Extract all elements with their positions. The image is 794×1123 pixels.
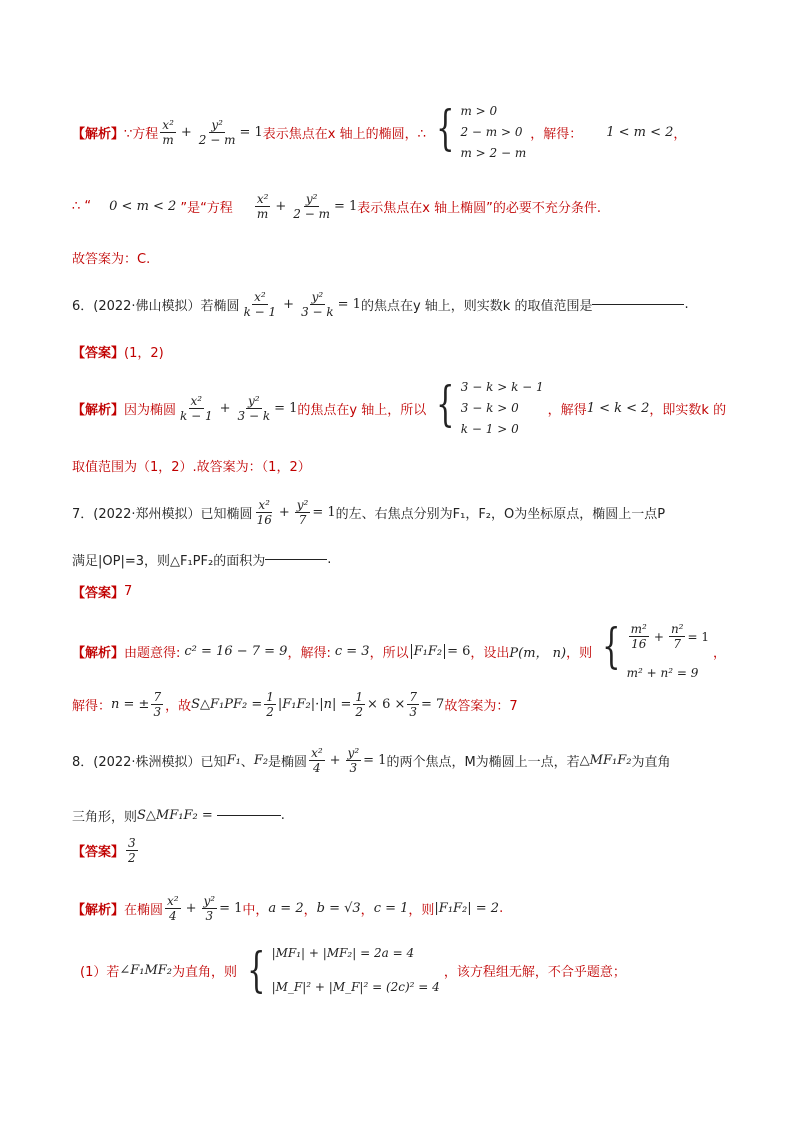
solution-8-case-1: [80, 942, 626, 998]
math-expr: = 6: [447, 643, 471, 659]
text: 解得：: [72, 699, 112, 714]
solution-tag: 【解析】: [72, 903, 125, 918]
answer-tag: 【答案】: [72, 586, 125, 601]
fraction: $\frac{\text{x²}}{m}$: [162, 117, 174, 147]
solution-7-line-2: [72, 690, 518, 719]
text: ，设出: [470, 645, 510, 661]
equation-rhs: = 1: [334, 199, 358, 214]
text: ，: [713, 645, 727, 661]
answer-tag: 【答案】: [72, 845, 125, 860]
math-abs: F₁F₂: [411, 644, 445, 659]
math-expr: n = ±: [111, 697, 150, 712]
plus-sign: +: [180, 124, 192, 140]
text: 表示焦点在x 轴上椭圆”的必要不充分条件.: [357, 201, 601, 216]
fraction: $\frac{3}{2}$: [128, 836, 136, 865]
question-text: 7．(2022·郑州模拟）已知椭圆: [72, 507, 253, 522]
question-text: 的两个焦点，M为椭圆上一点，若: [386, 755, 580, 770]
text: ，即实数k 的: [649, 402, 727, 418]
equation-system: { |MF₁| + |MF₂| = 2a = 4 |M_F|² + |M_F|² = (2c)² = 4: [247, 942, 440, 998]
equation-rhs: = 1: [337, 297, 361, 312]
fraction: $\frac{\text{y²}}{2 - m}$: [198, 117, 236, 147]
question-text: 三角形，则: [72, 810, 138, 825]
math-point: P(m， n): [509, 645, 567, 661]
solution-6-line-2: 取值范围为（1，2）.故答案为：（1，2）: [72, 460, 311, 475]
text: 故答案为：7: [444, 699, 518, 714]
fraction: $\frac{\text{y²}}{3 - k}$: [237, 393, 271, 423]
math-inequality: 0 < m < 2: [109, 199, 177, 214]
text: ∴ “: [72, 199, 92, 214]
text: 因为椭圆: [124, 402, 177, 418]
answer-8: [72, 836, 140, 865]
text: ”是“方程: [180, 201, 233, 216]
math-expr: |F₁F₂| = 2: [434, 901, 500, 916]
fraction: $\frac{\text{y²}}{7}$: [296, 498, 309, 527]
question-7-line-2: [72, 550, 331, 569]
fraction: $\frac{\text{y²}}{2 - m}$: [293, 192, 330, 221]
text: ，故: [165, 699, 192, 714]
question-7: 7．(2022·郑州模拟）已知椭圆 $\frac{\text{x²}}{16}$ + $\frac{\text{y²}}{7}$ = 1 的左、右焦点分别为F₁，F₂，O为坐标原点，椭圆上一点P: [72, 498, 666, 527]
fraction: $\frac{\text{x²}}{16}$: [256, 498, 272, 527]
solution-tag: 【解析】: [72, 402, 125, 418]
text: 由题意得:: [124, 645, 181, 661]
fraction: $\frac{\text{x²}}{k - 1}$: [243, 290, 277, 319]
text: (1）若: [80, 964, 120, 980]
text: ，解得：: [530, 126, 583, 142]
text: ，: [360, 903, 374, 918]
fraction: $\frac{\text{x²}}{4}$: [167, 894, 179, 923]
math-angle: ∠F₁MF₂: [119, 962, 173, 978]
text: 、: [240, 755, 254, 770]
equation-rhs: = 1: [274, 400, 298, 416]
text: ，: [673, 126, 687, 142]
fraction: $\frac{\text{y²}}{3}$: [203, 894, 216, 923]
question-6: 6．(2022·佛山模拟）若椭圆 $\frac{\text{x²}}{k - 1}$ + $\frac{\text{y²}}{3 - k}$ = 1 的焦点在y 轴上，则实数k 的取值范围是 .: [72, 290, 689, 319]
text: ，所以: [369, 645, 409, 661]
math-expr: S△F₁PF₂ =: [191, 697, 263, 712]
answer-blank[interactable]: [265, 559, 327, 560]
text: .: [684, 297, 689, 312]
fraction: $\frac{\text{x²}}{m}$: [256, 192, 269, 221]
fraction: $\frac{\text{x²}}{k - 1}$: [180, 393, 213, 423]
equation-rhs: = 1: [239, 124, 263, 140]
equation-system: { $\frac{\text{m²}}{16}$ + $\frac{\text{n²}}{7}$ = 1 m² + n² = 9: [602, 618, 709, 680]
fraction: $\frac{1}{2}$: [266, 690, 274, 719]
text: ，则: [566, 645, 593, 661]
solution-5-line-2: ∴ “ 0 < m < 2 ”是“方程 $\frac{\text{x²}}{m}$ + $\frac{\text{y²}}{2 - m}$ = 1 表示焦点在x 轴上椭圆”的必要不充分条件.: [72, 192, 601, 221]
text: .: [327, 552, 332, 567]
math-expr: |F₁F₂|·|n| =: [277, 697, 352, 712]
question-text: 为直角: [631, 755, 671, 770]
fraction: $\frac{\text{x²}}{4}$: [311, 746, 323, 775]
equation-rhs: = 1: [363, 753, 387, 768]
solution-tag: 【解析】: [72, 126, 125, 142]
answer-7: [72, 582, 132, 601]
text: ，则: [408, 903, 435, 918]
text: ，该方程组无解，不合乎题意；: [443, 964, 626, 980]
math-expr: c = 3: [334, 643, 370, 659]
fraction: $\frac{1}{2}$: [355, 690, 364, 719]
answer-tag: 【答案】: [72, 346, 125, 361]
math-result: 1 < k < 2: [586, 400, 650, 416]
solution-tag: 【解析】: [72, 645, 125, 661]
math-expr: a = 2: [268, 901, 304, 916]
text: ∵方程: [124, 126, 159, 142]
question-text: 6．(2022·佛山模拟）若椭圆: [72, 299, 240, 314]
math-symbol: F₂: [253, 753, 269, 768]
math-symbol: F₁: [226, 753, 241, 768]
solution-8: 【解析】 在椭圆 $\frac{\text{x²}}{4}$ + $\frac{\text{y²}}{3}$ = 1 中， a = 2 ， b = √3 ， c = 1 ，则 |F₁F₂| = 2 .: [72, 894, 504, 923]
solution-7: [72, 618, 727, 680]
math-expr: c = 1: [373, 901, 409, 916]
question-text: 是椭圆: [268, 755, 308, 770]
equation-rhs: = 1: [219, 901, 243, 916]
solution-5-line-1: [72, 100, 687, 160]
text: 在椭圆: [124, 903, 164, 918]
question-8-line-2: [72, 806, 285, 825]
question-8: 8．(2022·株洲模拟）已知 F₁ 、 F₂ 是椭圆 $\frac{\text{x²}}{4}$ + $\frac{\text{y²}}{3}$ = 1 的两个焦点，M为椭圆上一点，若 △MF₁F₂ 为直角: [72, 746, 671, 775]
answer-blank[interactable]: [592, 304, 684, 305]
equation-rhs: = 1: [312, 505, 336, 520]
answer-value: 7: [124, 584, 133, 599]
math-expr: b = √3: [316, 901, 361, 916]
answer-blank[interactable]: [217, 815, 281, 816]
math-expr: × 6 ×: [367, 697, 406, 712]
answer-value: (1，2): [124, 346, 164, 361]
math-expr: = 7: [421, 697, 445, 712]
math-symbol: △MF₁F₂: [579, 753, 632, 768]
text: 的焦点在y 轴上，所以: [297, 402, 427, 418]
fraction: $\frac{7}{3}$: [409, 690, 418, 719]
solution-6: 【解析】 因为椭圆 $\frac{\text{x²}}{k - 1}$ + $\frac{\text{y²}}{3 - k}$ = 1 的焦点在y 轴上，所以 { 3 − k > k − 1 3 − k > 0 k − 1 > 0 ，解得 1 < k < 2 ，即实数k 的: [72, 376, 727, 436]
text: 表示焦点在x 轴上的椭圆，∴: [262, 126, 426, 142]
inequality-system: { m > 0 2 − m > 0 m > 2 − m: [436, 100, 527, 160]
text: 中，: [242, 903, 269, 918]
question-text: 的焦点在y 轴上，则实数k 的取值范围是: [360, 299, 593, 314]
fraction: $\frac{\text{y²}}{3 - k}$: [301, 290, 334, 319]
text: ，解得: [547, 402, 587, 418]
text: ，解得:: [287, 645, 331, 661]
math-result: 1 < m < 2: [606, 124, 674, 140]
text: ，: [303, 903, 317, 918]
question-text: 的左、右焦点分别为F₁，F₂，O为坐标原点，椭圆上一点P: [335, 507, 666, 522]
math-expr: c² = 16 − 7 = 9: [184, 643, 288, 659]
fraction: $\frac{\text{y²}}{3}$: [347, 746, 360, 775]
text: .: [280, 808, 285, 823]
inequality-system: { 3 − k > k − 1 3 − k > 0 k − 1 > 0: [436, 376, 544, 436]
text: 为直角，则: [172, 964, 238, 980]
text: .: [499, 901, 504, 916]
fraction: $\frac{7}{3}$: [153, 690, 162, 719]
question-text: 满足|OP|=3，则△F₁PF₂的面积为: [72, 554, 266, 569]
question-text: 8．(2022·株洲模拟）已知: [72, 755, 227, 770]
math-expr: S△MF₁F₂ =: [137, 808, 213, 823]
answer-6: [72, 342, 164, 361]
answer-line-5: 故答案为：C.: [72, 252, 151, 267]
